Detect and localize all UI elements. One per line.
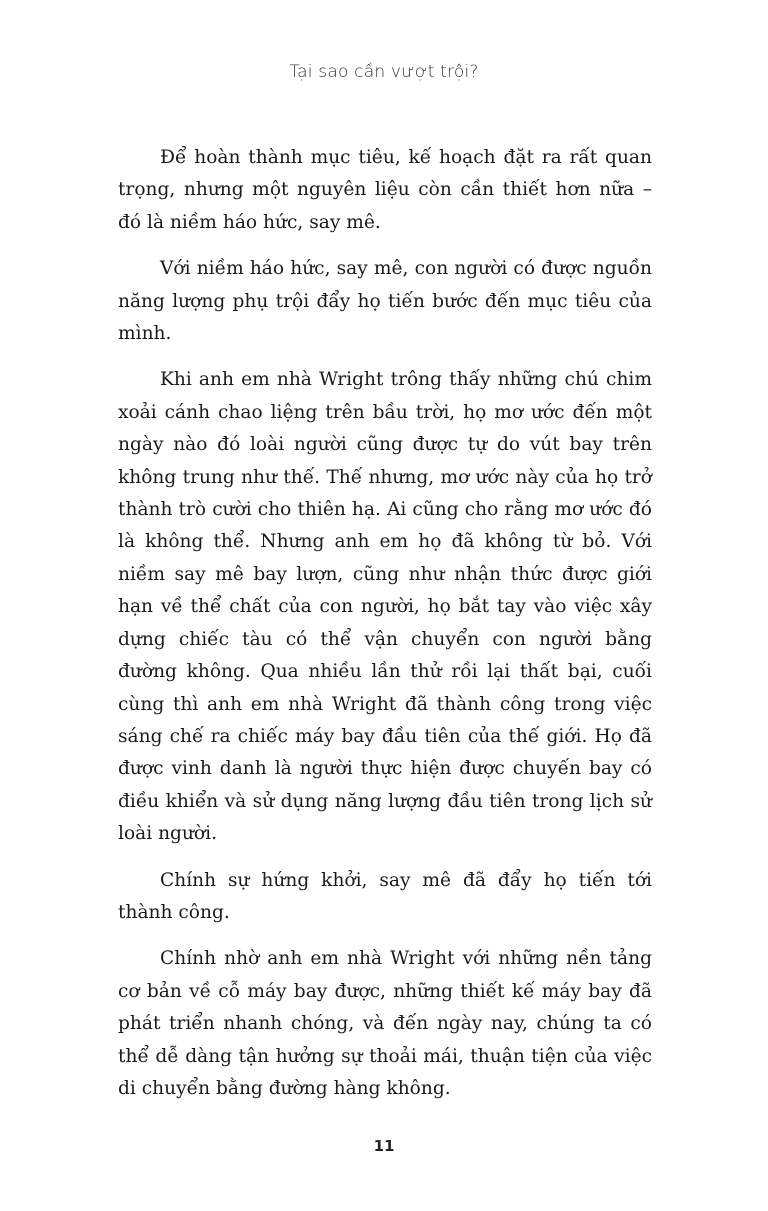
- paragraph-2: Với niềm háo hức, say mê, con người có được nguồn năng lượng phụ trội đẩy họ tiến bước đến mục tiêu của mình.: [118, 258, 652, 345]
- paragraph-4: Chính sự hứng khởi, say mê đã đẩy họ tiến tới thành công.: [118, 869, 652, 923]
- body-text: [118, 142, 652, 1119]
- paragraph-1: Để hoàn thành mục tiêu, kế hoạch đặt ra rất quan trọng, nhưng một nguyên liệu còn cần thiết hơn nữa – đó là niềm háo hức, say mê.: [118, 147, 652, 233]
- page-number: 11: [373, 1137, 395, 1155]
- running-header: Tại sao cần vượt trội?: [289, 62, 479, 82]
- paragraph-5: Chính nhờ anh em nhà Wright với những nền tảng cơ bản về cỗ máy bay được, những thiết kế máy bay đã phát triển nhanh chóng, và đến ngày nay, chúng ta có thể dễ dàng tận hưởng sự thoải mái, thuận tiện của việc di chuyển bằng đường hàng không.: [118, 948, 652, 1099]
- paragraph-3: Khi anh em nhà Wright trông thấy những chú chim xoải cánh chao liệng trên bầu trời, họ mơ ước đến một ngày nào đó loài người cũng được tự do vút bay trên không trung như thế. Thế nhưng, mơ ước này của họ trở thành trò cười cho thiên hạ. Ai cũng cho rằng mơ ước đó là không thể. Nhưng anh em họ đã không từ bỏ. Với niềm say mê bay lượn, cũng như nhận thức được giới hạn về thể chất của con người, họ bắt tay vào việc xây dựng chiếc tàu có thể vận chuyển con người bằng đường không. Qua nhiều lần thử rồi lại thất bại, cuối cùng thì anh em nhà Wright đã thành công trong việc sáng chế ra chiếc máy bay đầu tiên của thế giới. Họ đã được vinh danh là người thực hiện được chuyến bay có điều khiển và sử dụng năng lượng đầu tiên trong lịch sử loài người.: [118, 369, 652, 845]
